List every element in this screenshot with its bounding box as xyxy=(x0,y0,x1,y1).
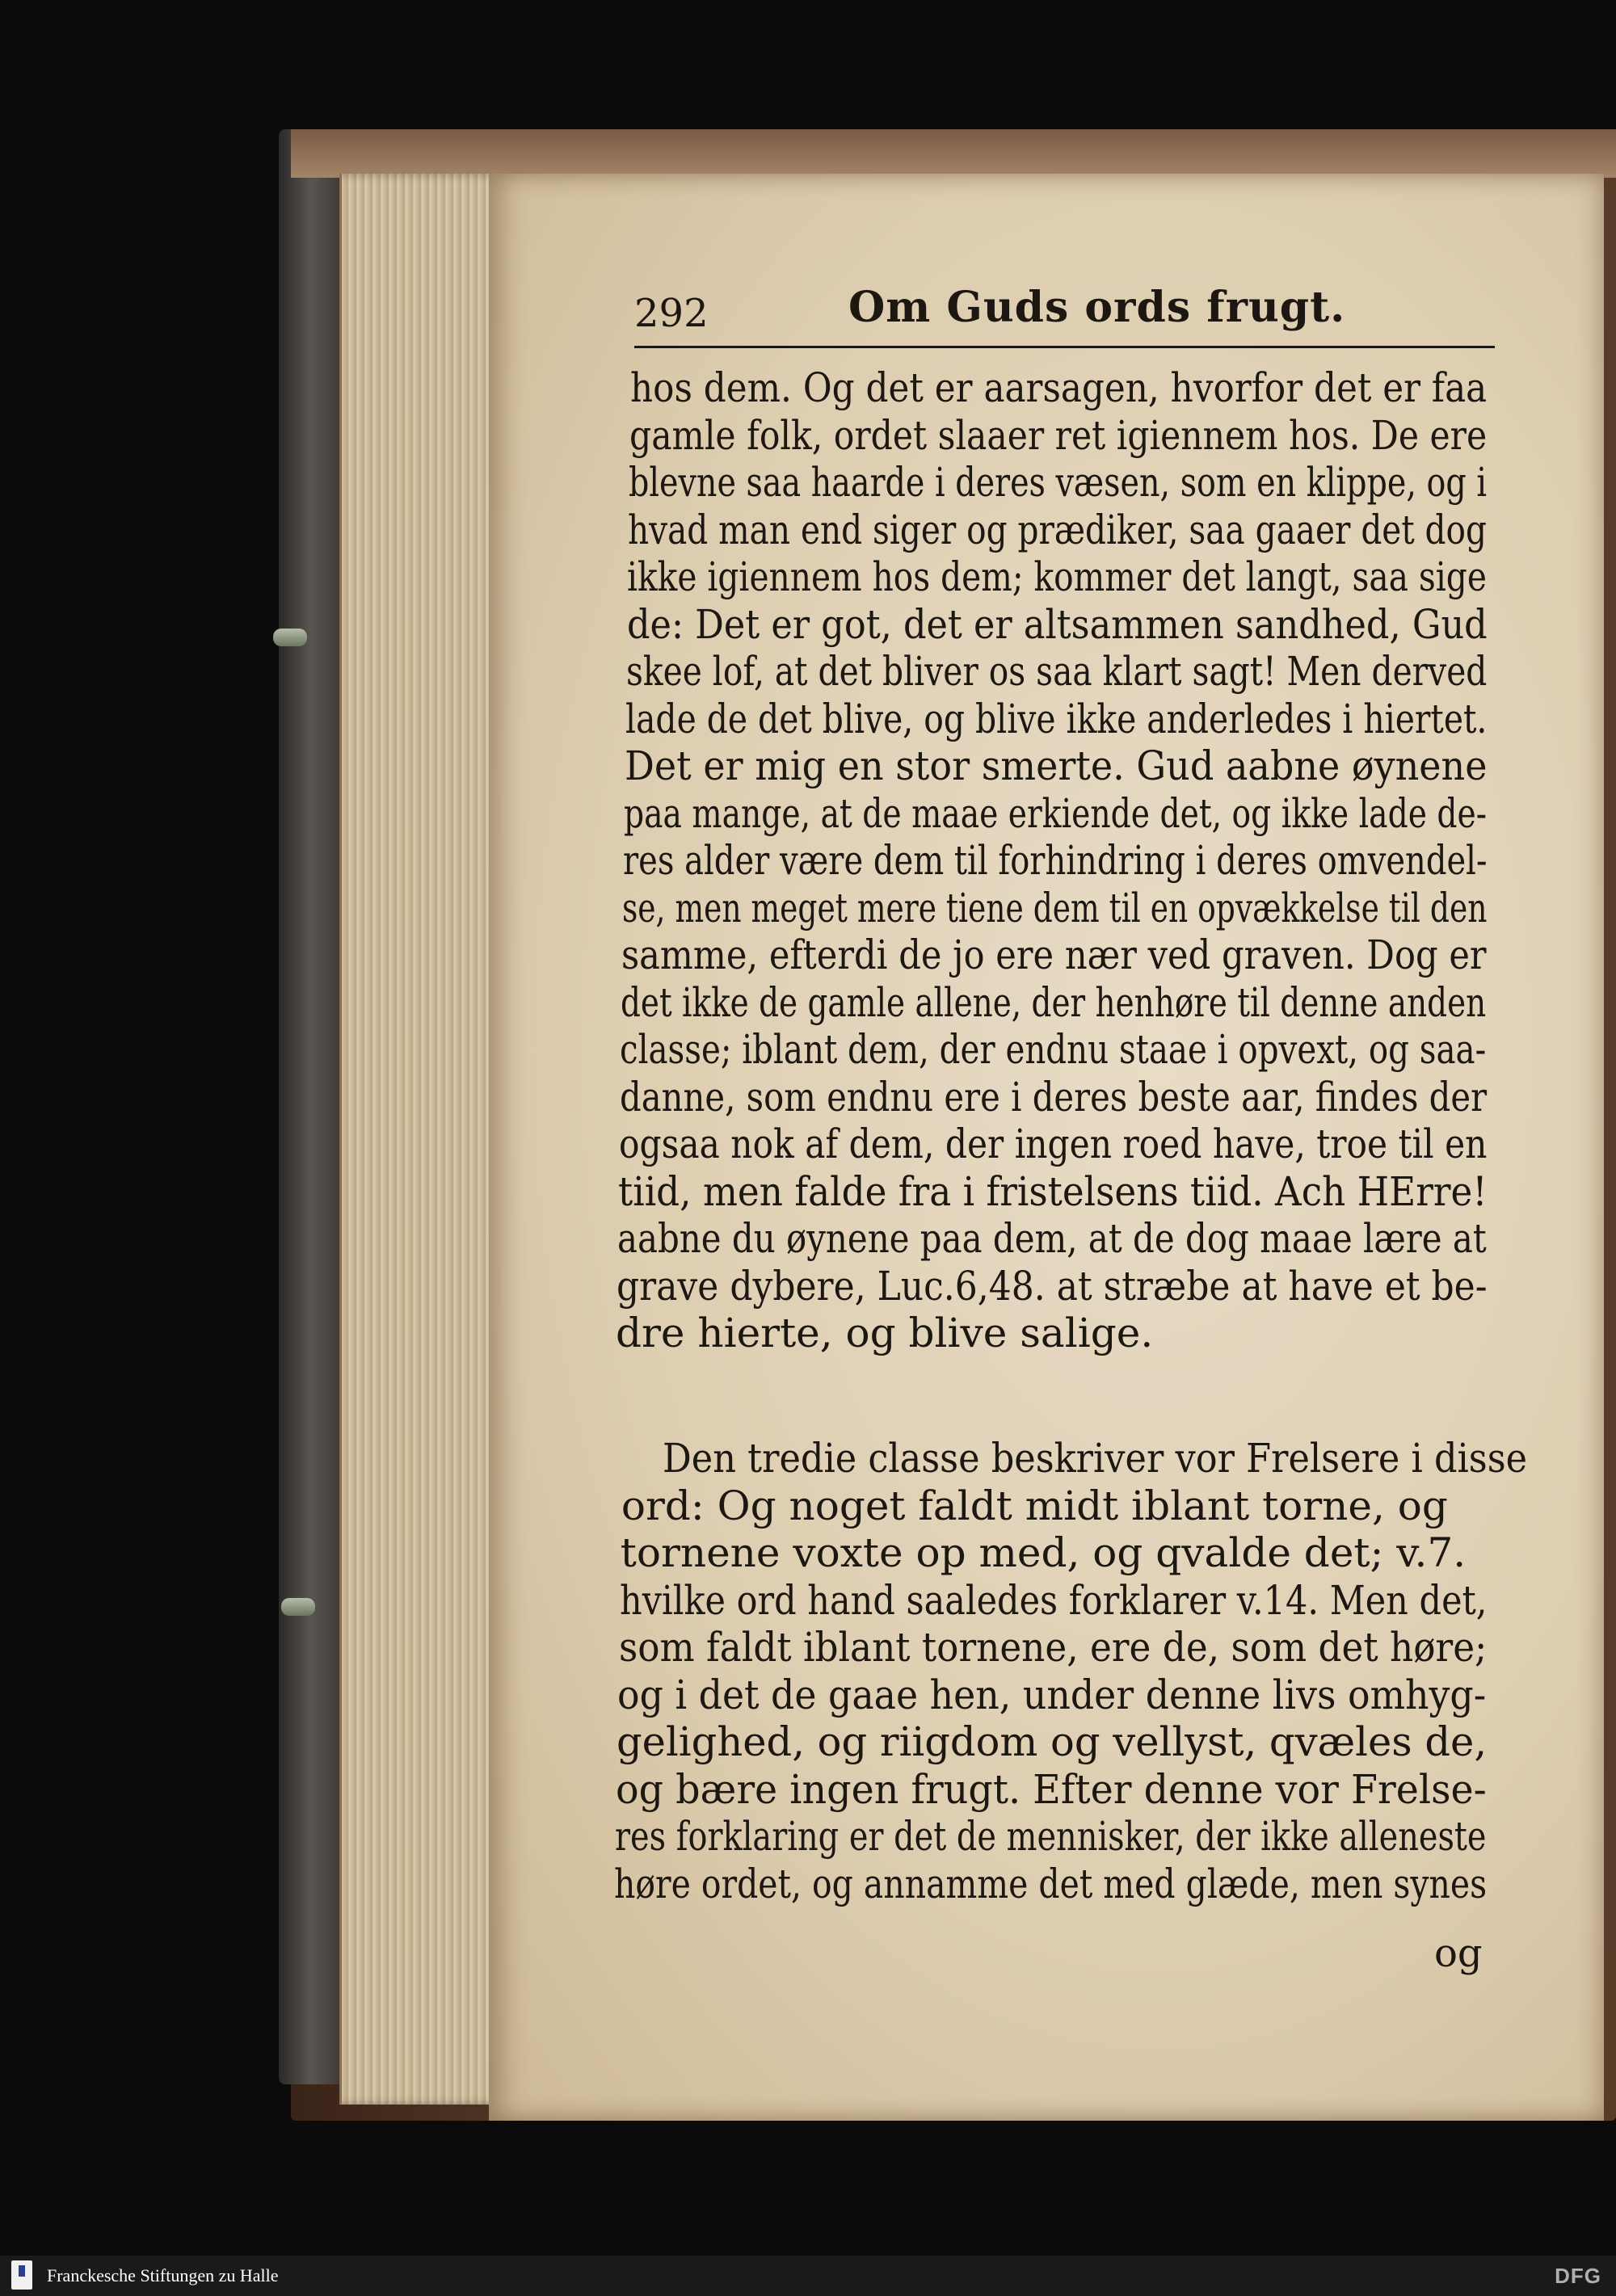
text-line: det ikke de gamle allene, der henhøre til denne anden xyxy=(621,978,1487,1026)
text-line: res alder være dem til forhindring i deres omvendel- xyxy=(623,837,1488,884)
running-head: Om Guds ords frugt. xyxy=(848,283,1346,332)
text-line: de: Det er got, det er altsammen sandhed, Gud xyxy=(626,600,1488,648)
institution-logo-icon xyxy=(11,2260,32,2290)
text-line: res forklaring er det de mennisker, der ikke alleneste xyxy=(615,1813,1487,1860)
page-number: 292 xyxy=(634,291,709,336)
book-top-edge xyxy=(291,129,1616,178)
text-line: classe; iblant dem, der endnu staae i opvext, og saa- xyxy=(620,1026,1487,1073)
text-line: se, men meget mere tiene dem til en opvækkelse til den xyxy=(622,884,1488,931)
clasp-icon xyxy=(281,1598,315,1616)
text-line: samme, efterdi de jo ere nær ved graven. Dog er xyxy=(621,931,1487,978)
text-line: ikke igiennem hos dem; kommer det langt, saa sige xyxy=(627,553,1488,600)
dfg-logo: DFG xyxy=(1555,2264,1601,2288)
text-line: som faldt iblant tornene, ere de, som det høre; xyxy=(618,1624,1487,1671)
catchword: og xyxy=(1434,1931,1483,1976)
text-line: Det er mig en stor smerte. Gud aabne øynene xyxy=(624,742,1488,789)
text-line: hvilke ord hand saaledes forklarer v.14. Men det, xyxy=(619,1576,1488,1624)
text-line: og i det de gaae hen, under denne livs omhyg- xyxy=(617,1671,1487,1718)
footer-bar xyxy=(0,2256,1616,2296)
clasp-icon xyxy=(273,629,307,646)
text-line: tornene voxte op med, og qvalde det; v.7. xyxy=(620,1529,1467,1576)
text-line: tiid, men falde fra i fristelsens tiid. Ach HErre! xyxy=(617,1167,1488,1215)
text-line: ogsaa nok af dem, der ingen roed have, troe til en xyxy=(618,1121,1488,1167)
text-line: danne, som endnu ere i deres beste aar, findes der xyxy=(619,1073,1487,1121)
text-line: Den tredie classe beskriver vor Frelsere i disse xyxy=(663,1435,1528,1482)
institution-label: Franckesche Stiftungen zu Halle xyxy=(47,2265,279,2285)
book-spine xyxy=(279,129,343,2084)
text-line: hos dem. Og det er aarsagen, hvorfor det er faa xyxy=(630,364,1488,411)
text-line: skee lof, at det bliver os saa klart sagt! Men derved xyxy=(625,648,1487,695)
text-line: gelighed, og riigdom og vellyst, qvæles de, xyxy=(617,1718,1488,1765)
text-line: paa mange, at de maae erkiende det, og ikke lade de- xyxy=(623,789,1487,837)
text-line: og bære ingen frugt. Efter denne vor Frelse- xyxy=(616,1765,1487,1813)
text-line: gamle folk, ordet slaaer ret igiennem hos. De ere xyxy=(629,411,1488,459)
header-rule xyxy=(634,346,1495,348)
text-line: blevne saa haarde i deres væsen, som en klippe, og i xyxy=(629,459,1488,506)
text-line: aabne du øynene paa dem, at de dog maae lære at xyxy=(617,1215,1487,1262)
text-line: dre hierte, og blive salige. xyxy=(616,1310,1154,1356)
text-line: hvad man end siger og prædiker, saa gaaer det dog xyxy=(628,506,1488,553)
text-line: høre ordet, og annamme det med glæde, men synes xyxy=(614,1860,1488,1907)
text-line: ord: Og noget faldt midt iblant torne, og xyxy=(621,1482,1448,1529)
text-line: lade de det blive, og blive ikke anderledes i hiertet. xyxy=(625,695,1488,742)
text-line: grave dybere, Luc.6,48. at stræbe at have et be- xyxy=(616,1262,1488,1310)
